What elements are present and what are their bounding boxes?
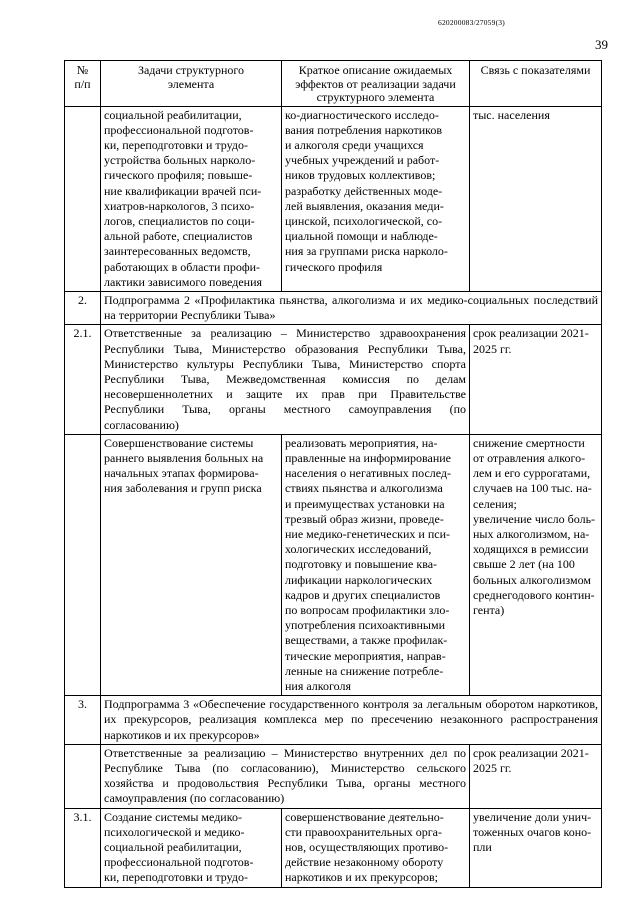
column-header-effects: Краткое описание ожидаемых эффектов от реализации задачи структурного элемента: [282, 61, 470, 107]
table-row: [65, 808, 602, 887]
tasks-table: [64, 60, 602, 888]
table-row: [65, 696, 602, 745]
document-id: 620200083/27059(3): [438, 18, 505, 27]
task-cell: социальной реабилитации, профессиональной подготов- ки, переподготовки и трудо- устройства больных нарколо- гического профиля; повыше- ние квалификации врачей пси- хиатров-наркологов, 3 психо- логов, специалистов по соци- альной работе, специалистов заинтересованных ведомств, работающих в области профи- лактики зависимого поведения: [101, 106, 282, 291]
row-number: 2.: [65, 291, 101, 324]
table-row: [65, 325, 602, 434]
column-header-indicators: Связь с показателями: [470, 61, 602, 107]
term-cell: срок реализации 2021-2025 гг.: [470, 325, 602, 434]
table-header-row: [65, 61, 602, 107]
term-cell: срок реализации 2021-2025 гг.: [470, 744, 602, 808]
indicator-cell: тыс. населения: [470, 106, 602, 291]
table-row: [65, 744, 602, 808]
task-cell: Создание системы медико- психологической и медико- социальной реабилитации, профессиональной подготов- ки, переподготовки и трудо-: [101, 808, 282, 887]
row-number: 2.1.: [65, 325, 101, 434]
column-header-number: № п/п: [65, 61, 101, 107]
table-row: [65, 106, 602, 291]
row-number: [65, 434, 101, 695]
subprogram-title: Подпрограмма 2 «Профилактика пьянства, алкоголизма и их медико-социальных последствий на территории Республики Тыва»: [101, 291, 602, 324]
table-row: [65, 434, 602, 695]
row-number: 3.: [65, 696, 101, 745]
responsible-cell: Ответственные за реализацию – Министерство здравоохранения Республики Тыва, Министерство образования Республики Тыва, Министерство культуры Республики Тыва, Министерство спорта Республики Тыва, Межведомственная комиссия по делам несовершеннолетних и защите их прав при Правительстве Республики Тыва, органы местного самоуправления (по согласованию): [101, 325, 470, 434]
column-header-tasks: Задачи структурного элемента: [101, 61, 282, 107]
effect-cell: совершенствование деятельно- сти правоохранительных орга- нов, осуществляющих противо- действие незаконному обороту наркотиков и их прекурсоров;: [282, 808, 470, 887]
table-row: [65, 291, 602, 324]
effect-cell: реализовать мероприятия, на- правленные на информирование населения о негативных послед- ствиях пьянства и алкоголизма и преимуществах установки на трезвый образ жизни, проведе- ние медико-генетических и пси- хологических исследований, подготовку и повышение ква- лификации наркологических кадров и других специалистов по вопросам профилактики зло- употребления психоактивными веществами, а также профилак- тические мероприятия, направ- ленные на снижение потребле- ния алкоголя: [282, 434, 470, 695]
subprogram-title: Подпрограмма 3 «Обеспечение государственного контроля за легальным оборотом наркотиков, их прекурсоров, реализация комплекса мер по пресечению незаконного распространения наркотиков и их прекурсоров»: [101, 696, 602, 745]
indicator-cell: снижение смертности от отравления алкого- лем и его суррогатами, случаев на 100 тыс. на- селения; увеличение число боль- ных алкоголизмом, на- ходящихся в ремиссии свыше 2 лет (на 100 больных алкоголизмом среднегодового контин- гента): [470, 434, 602, 695]
indicator-cell: увеличение доли унич- тоженных очагов коно- пли: [470, 808, 602, 887]
effect-cell: ко-диагностического исследо- вания потребления наркотиков и алкоголя среди учащихся учебных учреждений и работ- ников трудовых коллективов; разработку действенных моде- лей выявления, оказания меди- цинской, психологической, со- циальной помощи и наблюде- ния за группами риска нарколо- гического профиля: [282, 106, 470, 291]
row-number: [65, 744, 101, 808]
row-number: [65, 106, 101, 291]
task-cell: Совершенствование системы раннего выявления больных на начальных этапах формирова- ния заболевания и групп риска: [101, 434, 282, 695]
responsible-cell: Ответственные за реализацию – Министерство внутренних дел по Республике Тыва (по согласованию), Министерство сельского хозяйства и продовольствия Республики Тыва, органы местного самоуправления (по согласованию): [101, 744, 470, 808]
row-number: 3.1.: [65, 808, 101, 887]
page-number: 39: [595, 37, 608, 52]
